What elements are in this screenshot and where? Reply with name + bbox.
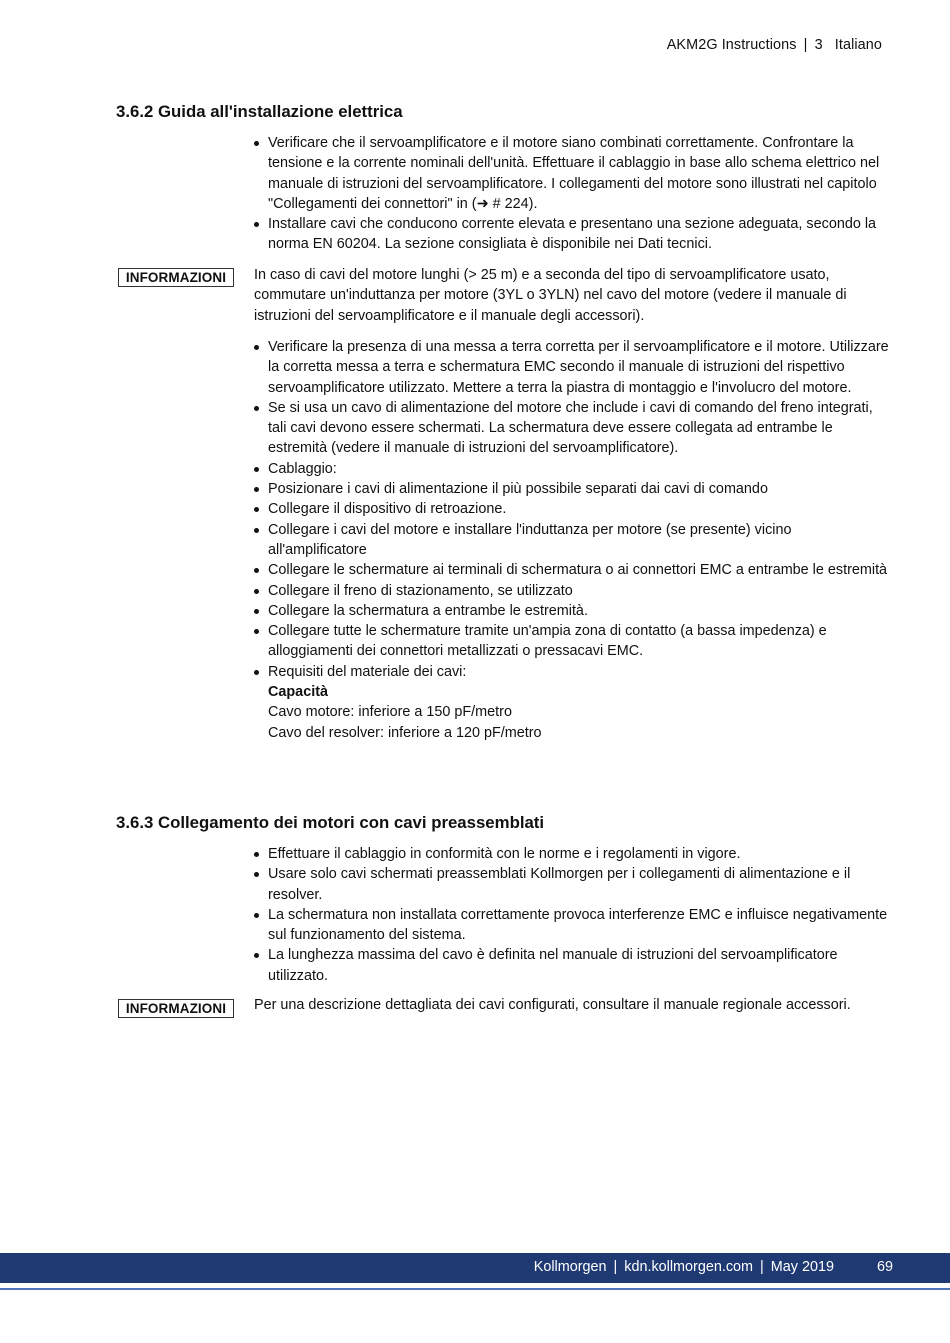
- list-item: Posizionare i cavi di alimentazione il più possibile separati dai cavi di comando: [254, 479, 894, 499]
- list-item: Collegare i cavi del motore e installare l'induttanza per motore (se presente) vicino all'amplificatore: [254, 520, 894, 561]
- list-item: Collegare la schermatura a entrambe le estremità.: [254, 601, 894, 621]
- list-item-cable-requirements: [254, 662, 894, 743]
- cable-requirements-title: Capacità: [268, 684, 328, 701]
- info-label: INFORMAZIONI: [118, 268, 234, 287]
- info-text: In caso di cavi del motore lunghi (> 25 m) e a seconda del tipo di servoamplificatore usato, commutare un'induttanza per motore (3YL o 3YLN) nel cavo del motore (vedere il manuale di istruzioni del servoamplificatore e il manuale degli accessori).: [254, 267, 847, 324]
- cable-requirements-intro: Requisiti del materiale dei cavi:: [268, 663, 467, 680]
- list-item: Collegare le schermature ai terminali di schermatura o ai connettori EMC a entrambe le estremità: [254, 560, 894, 580]
- header-chapter: 3: [814, 37, 823, 53]
- list-item: Verificare la presenza di una messa a terra corretta per il servoamplificatore e il motore. Utilizzare la corretta messa a terra e schermatura EMC secondo il manuale di istruzioni del rispettivo servoamplificatore utilizzato. Mettere a terra la piastra di montaggio e l'involucro del motore.: [254, 337, 894, 398]
- list-item: Se si usa un cavo di alimentazione del motore che include i cavi di comando del freno integrati, tali cavi devono essere schermati. La schermatura deve essere collegata ad entrambe le estremità (vedere il manuale di istruzioni del servoamplificatore).: [254, 398, 894, 459]
- cable-requirement-motor: Cavo motore: inferiore a 150 pF/metro: [268, 704, 512, 721]
- list-item: Effettuare il cablaggio in conformità con le norme e i regolamenti in vigore.: [254, 844, 894, 864]
- bullet-list-preassembled-cables: [254, 844, 894, 986]
- list-item: Installare cavi che conducono corrente elevata e presentano una sezione adeguata, secondo la norma EN 60204. La sezione consigliata è disponibile nei Dati tecnici.: [254, 214, 894, 255]
- page-header: [667, 37, 882, 53]
- footer-separator: |: [613, 1259, 618, 1275]
- footer-date: May 2019: [770, 1259, 834, 1275]
- footer-divider: [0, 1288, 950, 1290]
- footer-company: Kollmorgen: [533, 1259, 607, 1275]
- bullet-list-installation-b: [254, 337, 894, 743]
- info-label: INFORMAZIONI: [118, 999, 234, 1018]
- list-item: La schermatura non installata correttamente provoca interferenze EMC e influisce negativamente sul funzionamento del sistema.: [254, 905, 894, 946]
- page-number: 69: [876, 1259, 893, 1275]
- cable-requirement-resolver: Cavo del resolver: inferiore a 120 pF/metro: [268, 724, 542, 741]
- page-footer: [0, 1253, 950, 1283]
- list-item: Verificare che il servoamplificatore e il motore siano combinati correttamente. Confrontare la tensione e la corrente nominali dell'unità. Effettuare il cablaggio in base allo schema elettrico nel manuale di istruzioni del servoamplificatore. I collegamenti del motore sono illustrati nel capitolo "Collegamenti dei connettori" in (➜ # 224).: [254, 133, 894, 214]
- header-separator: |: [803, 37, 808, 53]
- section-heading-electrical-installation: 3.6.2 Guida all'installazione elettrica: [116, 102, 403, 121]
- info-text: Per una descrizione dettagliata dei cavi configurati, consultare il manuale regionale accessori.: [254, 997, 851, 1013]
- footer-website: kdn.kollmorgen.com: [624, 1259, 754, 1275]
- list-item: Collegare il freno di stazionamento, se utilizzato: [254, 581, 894, 601]
- bullet-list-installation-a: [254, 133, 894, 255]
- section-heading-preassembled-cables: 3.6.3 Collegamento dei motori con cavi preassemblati: [116, 813, 545, 832]
- list-item: Usare solo cavi schermati preassemblati Kollmorgen per i collegamenti di alimentazione e il resolver.: [254, 864, 894, 905]
- footer-separator: |: [760, 1259, 764, 1275]
- list-item: Collegare il dispositivo di retroazione.: [254, 499, 894, 519]
- list-item: Collegare tutte le schermature tramite un'ampia zona di contatto (a bassa impedenza) e alloggiamenti dei connettori metallizzati o pressacavi EMC.: [254, 621, 894, 662]
- footer-info: [534, 1259, 834, 1275]
- list-item: La lunghezza massima del cavo è definita nel manuale di istruzioni del servoamplificatore utilizzato.: [254, 945, 894, 986]
- header-language: Italiano: [834, 37, 882, 53]
- list-item: Cablaggio:: [254, 459, 894, 479]
- header-doc-title: AKM2G Instructions: [666, 37, 797, 53]
